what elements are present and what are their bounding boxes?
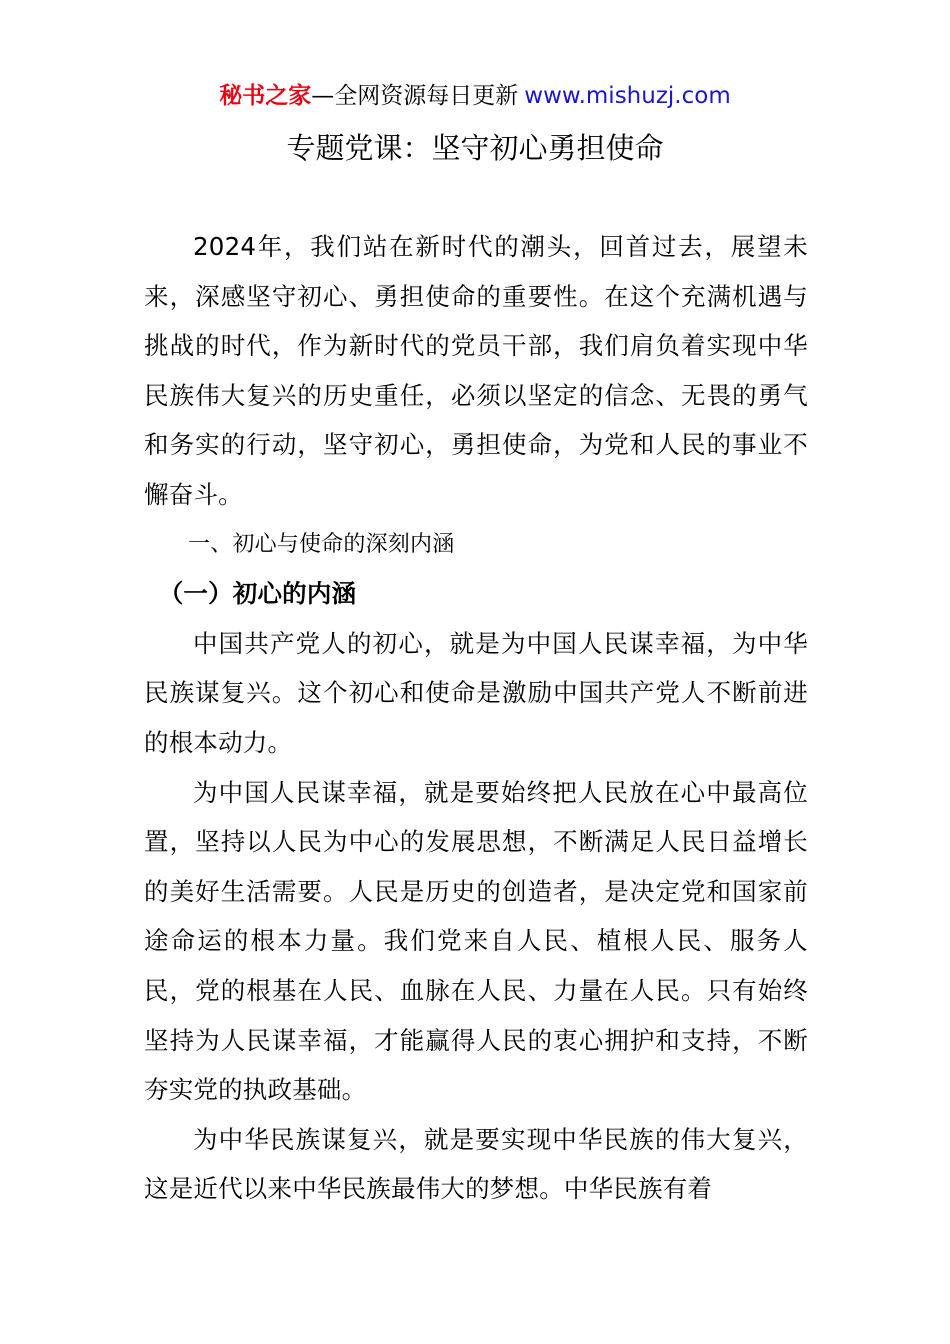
body-paragraph: 中国共产党人的初心，就是为中国人民谋幸福，为中华民族谋复兴。这个初心和使命是激励中国共产党人不断前进的根本动力。 xyxy=(144,628,808,757)
document-title: 专题党课：坚守初心勇担使命 xyxy=(286,131,664,165)
section-heading: 一、初心与使命的深刻内涵 xyxy=(188,531,455,557)
body-paragraph: 为中国人民谋幸福，就是要始终把人民放在心中最高位置，坚持以人民为中心的发展思想，不断满足人民日益增长的美好生活需要。人民是历史的创造者，是决定党和国家前途命运的根本力量。我们党来自人民、植根人民、服务人民，党的根基在人民、血脉在人民、力量在人民。只有始终坚持为人民谋幸福，才能赢得人民的衷心拥护和支持，不断夯实党的执政基础。 xyxy=(144,777,808,1105)
site-header xyxy=(0,80,950,112)
site-url-link[interactable]: www.mishuzj.com xyxy=(524,83,731,109)
subsection-heading: （一）初心的内涵 xyxy=(158,579,357,609)
intro-paragraph: 2024年，我们站在新时代的潮头，回首过去，展望未来，深感坚守初心、勇担使命的重要性。在这个充满机遇与挑战的时代，作为新时代的党员干部，我们肩负着实现中华民族伟大复兴的历史重任，必须以坚定的信念、无畏的勇气和务实的行动，坚守初心，勇担使命，为党和人民的事业不懈奋斗。 xyxy=(144,232,808,509)
body-paragraph: 为中华民族谋复兴，就是要实现中华民族的伟大复兴，这是近代以来中华民族最伟大的梦想。中华民族有着 xyxy=(144,1124,808,1204)
site-slogan: —全网资源每日更新 xyxy=(311,83,519,109)
document-body xyxy=(144,222,808,1214)
site-brand: 秘书之家 xyxy=(219,83,312,109)
